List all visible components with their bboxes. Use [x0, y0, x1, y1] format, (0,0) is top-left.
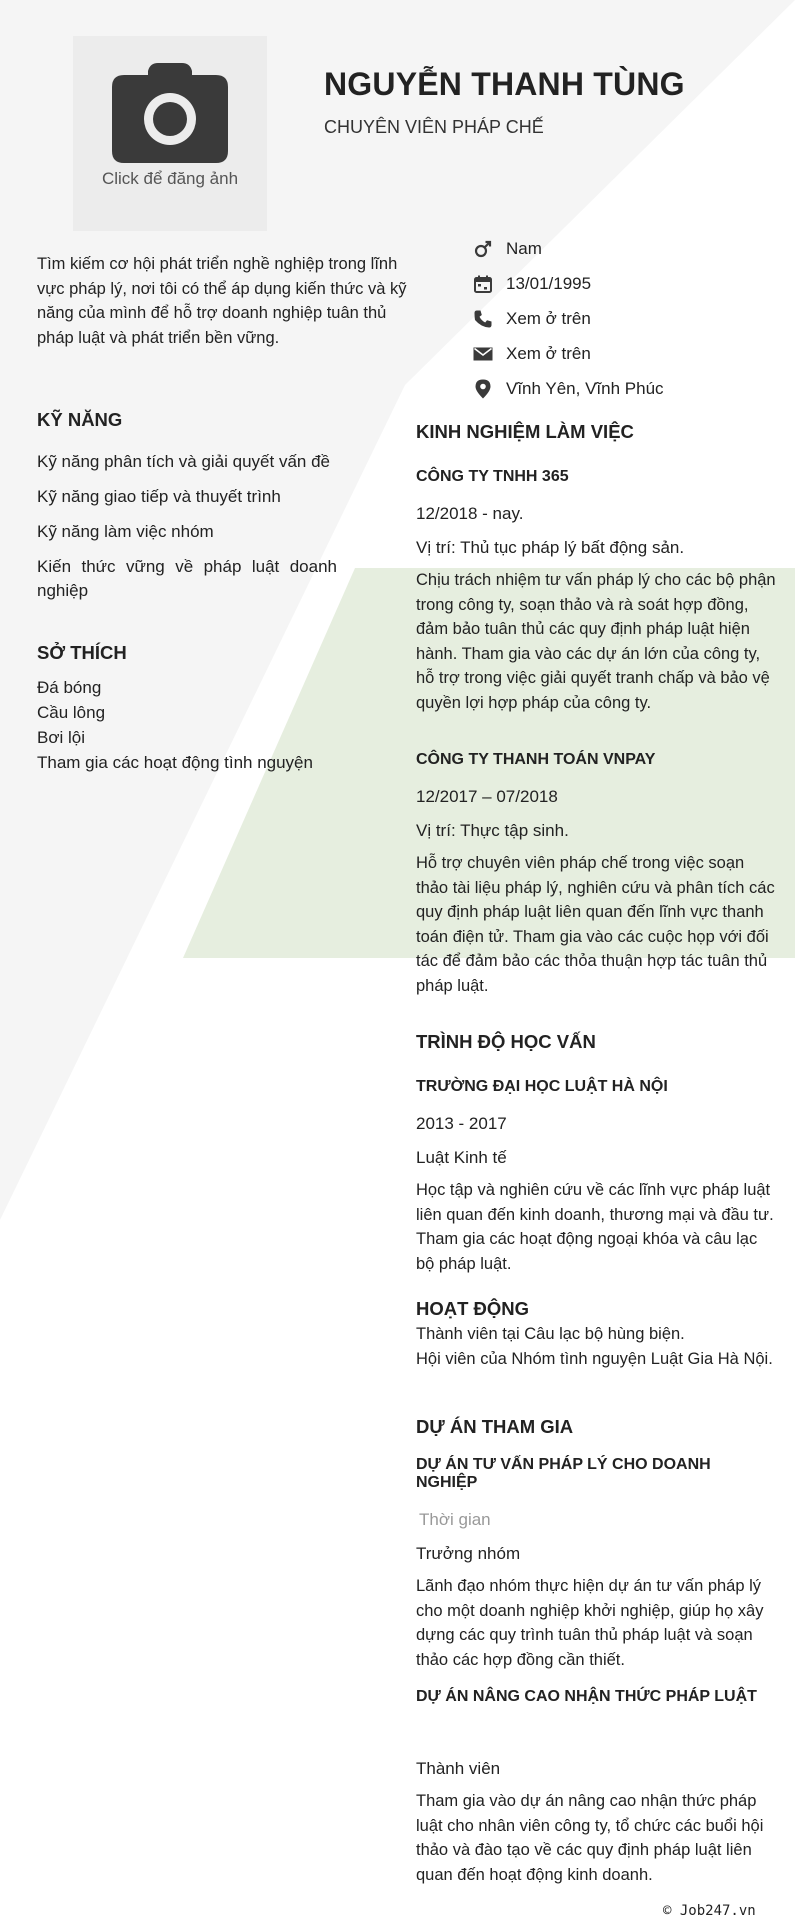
job-entry	[416, 751, 776, 998]
project-description: Lãnh đạo nhóm thực hiện dự án tư vấn pháp lý cho một doanh nghiệp khởi nghiệp, giúp họ xây dựng các quy trình tuân thủ pháp luật và soạn thảo các hợp đồng cần thiết.	[416, 1577, 764, 1669]
location-pin-icon	[472, 378, 494, 400]
address-value: Vĩnh Yên, Vĩnh Phúc	[506, 378, 664, 398]
job-period: 12/2017 – 07/2018	[416, 787, 558, 806]
hobby-item: Bơi lội	[37, 728, 85, 747]
email-value: Xem ở trên	[506, 343, 591, 363]
job-period: 12/2018 - nay.	[416, 504, 524, 523]
contact-dob	[472, 266, 664, 301]
education-heading: TRÌNH ĐỘ HỌC VẤN	[416, 1031, 596, 1052]
phone-icon	[472, 308, 494, 330]
skill-item: Kỹ năng giao tiếp và thuyết trình	[37, 487, 281, 506]
activity-item: Hội viên của Nhóm tình nguyện Luật Gia Hà Nội.	[416, 1349, 773, 1368]
dob-value: 13/01/1995	[506, 273, 592, 293]
photo-caption: Click để đăng ảnh	[101, 169, 239, 188]
project-name: DỰ ÁN NÂNG CAO NHẬN THỨC PHÁP LUẬT	[416, 1688, 757, 1705]
contact-phone	[472, 301, 664, 336]
contact-list	[472, 231, 664, 406]
project-time: Thời gian	[419, 1510, 491, 1529]
project-name: DỰ ÁN TƯ VẤN PHÁP LÝ CHO DOANH NGHIỆP	[416, 1456, 711, 1491]
job-description: Hỗ trợ chuyên viên pháp chế trong việc soạn thảo tài liệu pháp lý, nghiên cứu và phân tích các quy định pháp luật liên quan đến lĩnh vực thanh toán điện tử. Tham gia vào các cuộc họp với đối tác để đảm bảo các thỏa thuận hợp tác tuân thủ pháp luật.	[416, 854, 775, 995]
activities-heading: HOẠT ĐỘNG	[416, 1298, 530, 1319]
hobby-item: Tham gia các hoạt động tình nguyện	[37, 753, 313, 772]
skill-item: Kiến thức vững về pháp luật doanh nghiệp	[37, 557, 337, 600]
skills-heading: KỸ NĂNG	[37, 409, 123, 430]
gender-icon	[472, 238, 494, 260]
hobbies-section	[37, 642, 337, 775]
job-position: Vị trí: Thực tập sinh.	[416, 821, 569, 840]
envelope-icon	[472, 343, 494, 365]
education-major: Luật Kinh tế	[416, 1148, 507, 1167]
company-name: CÔNG TY THANH TOÁN VNPAY	[416, 751, 656, 768]
contact-address	[472, 371, 664, 406]
project-description: Tham gia vào dự án nâng cao nhận thức pháp luật cho nhân viên công ty, tổ chức các buổi hội thảo và đào tạo về các quy định pháp luật liên quan đến hoạt động kinh doanh.	[416, 1792, 764, 1884]
job-description: Chịu trách nhiệm tư vấn pháp lý cho các bộ phận trong công ty, soạn thảo và rà soát hợp đồng, đảm bảo tuân thủ các quy định pháp luật hiện hành. Tham gia vào các dự án lớn của công ty, hỗ trợ trong việc giải quyết tranh chấp và bảo vệ quyền lợi hợp pháp của công ty.	[416, 571, 776, 712]
project-role: Thành viên	[416, 1759, 501, 1778]
skills-section	[37, 409, 337, 614]
hobby-item: Đá bóng	[37, 678, 102, 697]
footer-credit: © Job247.vn	[663, 1903, 756, 1919]
skill-item: Kỹ năng phân tích và giải quyết vấn đề	[37, 452, 330, 471]
hobbies-heading: SỞ THÍCH	[37, 642, 127, 663]
activity-item: Thành viên tại Câu lạc bộ hùng biện.	[416, 1325, 685, 1343]
phone-value: Xem ở trên	[506, 308, 591, 328]
projects-heading: DỰ ÁN THAM GIA	[416, 1416, 574, 1437]
experience-heading: KINH NGHIỆM LÀM VIỆC	[416, 421, 634, 442]
career-objective: Tìm kiếm cơ hội phát triển nghề nghiệp trong lĩnh vực pháp lý, nơi tôi có thể áp dụng kiến thức và kỹ năng của mình để hỗ trợ doanh nghiệp tuân thủ pháp luật và phát triển bền vững.	[37, 255, 407, 347]
project-entry	[416, 1688, 776, 1887]
camera-icon	[112, 63, 228, 163]
hobby-item: Cầu lông	[37, 703, 106, 722]
job-title: CHUYÊN VIÊN PHÁP CHẾ	[324, 117, 544, 137]
gender-value: Nam	[506, 238, 542, 258]
job-position: Vị trí: Thủ tục pháp lý bất động sản.	[416, 538, 685, 557]
calendar-icon	[472, 273, 494, 295]
education-description: Học tập và nghiên cứu về các lĩnh vực pháp luật liên quan đến kinh doanh, thương mại và đầu tư. Tham gia các hoạt động ngoại khóa và câu lạc bộ pháp luật.	[416, 1181, 774, 1273]
project-role: Trưởng nhóm	[416, 1544, 521, 1563]
job-entry	[416, 468, 776, 715]
company-name: CÔNG TY TNHH 365	[416, 468, 569, 485]
school-name: TRƯỜNG ĐẠI HỌC LUẬT HÀ NỘI	[416, 1078, 668, 1095]
contact-gender	[472, 231, 664, 266]
projects-section	[416, 1416, 776, 1672]
education-section	[416, 1031, 776, 1276]
photo-upload[interactable]	[73, 36, 267, 231]
candidate-name: NGUYỄN THANH TÙNG	[324, 66, 685, 102]
education-period: 2013 - 2017	[416, 1114, 507, 1133]
contact-email	[472, 336, 664, 371]
activities-section	[416, 1298, 776, 1371]
skill-item: Kỹ năng làm việc nhóm	[37, 522, 214, 541]
